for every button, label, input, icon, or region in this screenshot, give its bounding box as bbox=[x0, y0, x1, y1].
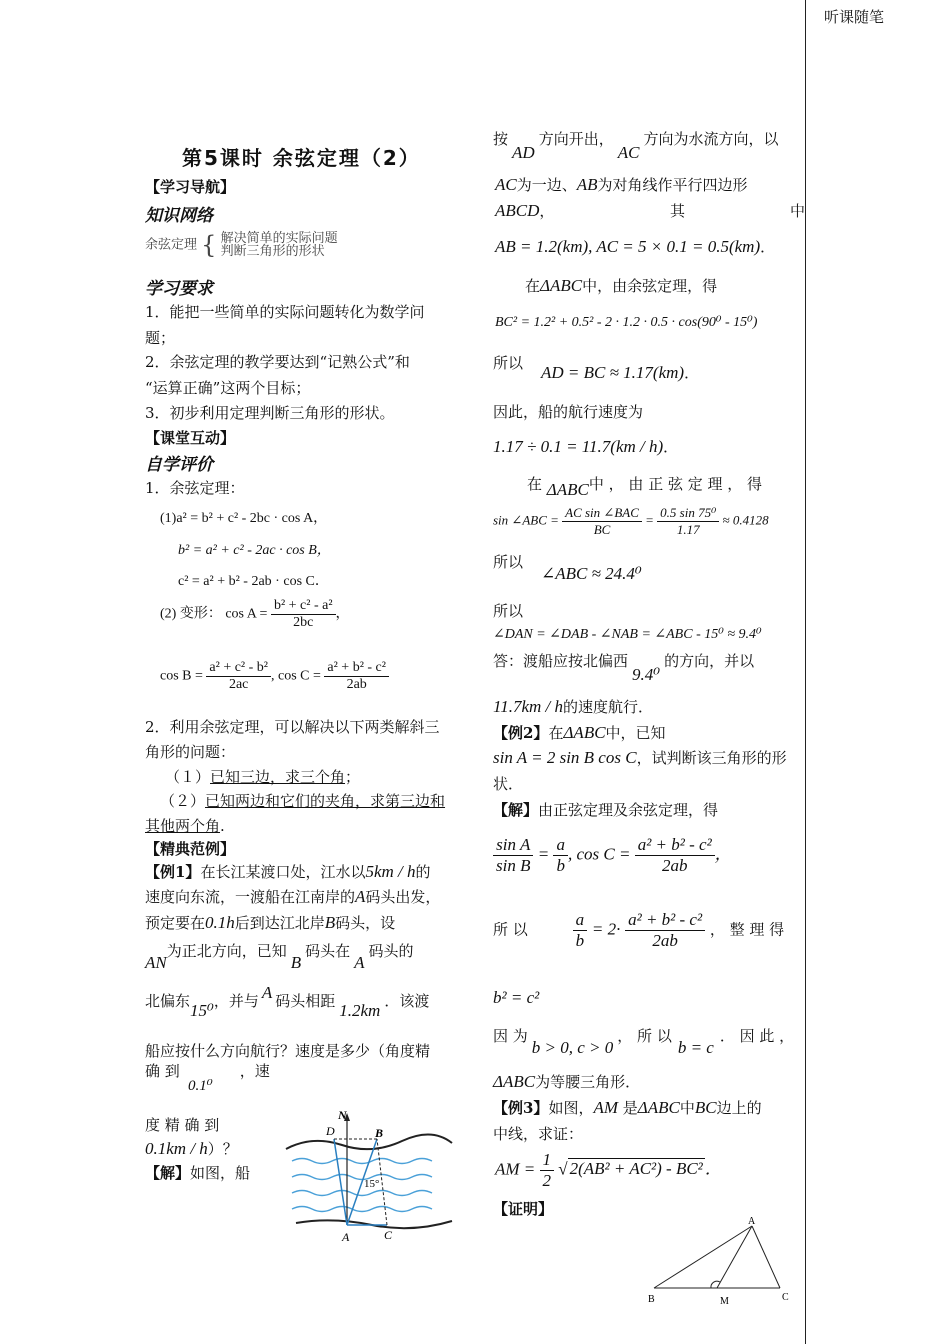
t: ． bbox=[704, 1159, 722, 1179]
numerator: a bbox=[553, 835, 568, 856]
t: 为一边、 bbox=[516, 176, 577, 194]
iso-line bbox=[493, 1071, 640, 1092]
formula-b: b² = a² + c² - 2ac · cos B， bbox=[178, 543, 331, 558]
fraction bbox=[540, 1150, 555, 1191]
t: 的 bbox=[415, 863, 431, 881]
r-line6: BC² = 1.2² + 0.5² - 2 · 1.2 · 0.5 · cos(90⁰ - 15⁰) bbox=[495, 315, 758, 330]
ex1-line4 bbox=[145, 940, 414, 972]
text: 已知三边，求三个角 bbox=[210, 768, 346, 786]
fraction bbox=[625, 910, 705, 951]
t: 在 bbox=[525, 277, 541, 295]
numerator: a² + b² - c² bbox=[635, 835, 715, 856]
t: 在 bbox=[527, 475, 543, 493]
req-1: 1．能把一些简单的实际问题转化为数学问 bbox=[145, 303, 425, 321]
label-M: M bbox=[720, 1296, 729, 1307]
denominator: BC bbox=[593, 522, 611, 537]
formula-a bbox=[160, 507, 327, 527]
label-N: N bbox=[338, 1108, 347, 1122]
m: AM bbox=[593, 1098, 618, 1117]
text: 已知两边和它们的夹角，求第三边和 bbox=[205, 792, 446, 810]
network-list bbox=[221, 232, 338, 258]
t: ． bbox=[684, 364, 700, 382]
network-item: 解决简单的实际问题 bbox=[220, 231, 338, 246]
side-note: 听课随笔 bbox=[824, 8, 885, 26]
sqrt: √ 2(AB² + AC²) - BC² bbox=[558, 1159, 703, 1179]
fraction bbox=[206, 660, 271, 693]
result: ≈ 0.4128 bbox=[722, 512, 769, 528]
ex1-line1 bbox=[145, 861, 431, 882]
m: ΔABC bbox=[563, 723, 606, 742]
tag: 【例2】 bbox=[493, 724, 549, 742]
sub-self-eval: 自学评价 bbox=[145, 455, 213, 475]
t: 答：渡船应按北偏西 bbox=[493, 652, 629, 670]
numerator: a² + b² - c² bbox=[324, 660, 389, 677]
label-angle: 15° bbox=[364, 1178, 380, 1190]
t: 为等腰三角形． bbox=[535, 1073, 641, 1091]
t: ， 整 理 得 bbox=[709, 920, 785, 939]
label-A: A bbox=[342, 1230, 350, 1244]
label-C: C bbox=[384, 1228, 393, 1242]
m: ΔABC bbox=[546, 480, 589, 499]
r-line14: ∠DAN = ∠DAB - ∠NAB = ∠ABC - 15⁰ ≈ 9.4⁰ bbox=[493, 627, 762, 642]
numerator: 1 bbox=[540, 1150, 555, 1171]
m: 9.4⁰ bbox=[632, 665, 661, 684]
label-A: A bbox=[748, 1216, 756, 1227]
t: 是 bbox=[622, 1099, 638, 1117]
lhs: cos A = bbox=[225, 606, 268, 622]
denominator: sin B bbox=[496, 856, 531, 875]
r-line16 bbox=[493, 696, 653, 717]
t: 预定要在 bbox=[145, 914, 206, 932]
m: B bbox=[290, 953, 302, 972]
t: 为对角线作平行四边形 bbox=[597, 176, 748, 194]
req-1-cont: 题； bbox=[145, 329, 176, 347]
t: 方向开出， bbox=[538, 130, 614, 148]
margin-rule bbox=[805, 0, 806, 1344]
network-root: 余弦定理 bbox=[145, 237, 198, 253]
denominator: 2ab bbox=[346, 677, 367, 692]
m: AC bbox=[495, 175, 517, 194]
t: ， 所 以 bbox=[617, 1027, 672, 1045]
numerator: AC sin ∠BAC bbox=[562, 505, 642, 522]
page-title: 第5课时 余弦定理（2） bbox=[182, 146, 421, 170]
denominator: 2ab bbox=[652, 931, 678, 950]
m: b = c bbox=[677, 1038, 714, 1057]
fraction bbox=[562, 505, 642, 538]
item-2: 2．利用余弦定理，可以解决以下两类解斜三 bbox=[145, 718, 440, 736]
ex2-line2 bbox=[493, 747, 787, 768]
tag: 【解】 bbox=[145, 1164, 191, 1182]
m: 1.17 ÷ 0.1 = 11.7(km / h) bbox=[493, 437, 664, 456]
eq: = bbox=[537, 844, 550, 864]
numerator: a² + b² - c² bbox=[625, 910, 705, 931]
req-2: 2．余弦定理的教学要达到“记熟公式”和 bbox=[145, 353, 410, 371]
m: AD = BC ≈ 1.17(km) bbox=[541, 363, 685, 382]
network-item: 判断三角形的形状 bbox=[220, 244, 325, 259]
t: ）？ bbox=[207, 1140, 238, 1158]
m: 1.2km bbox=[339, 1001, 381, 1020]
t: 码头相距 bbox=[275, 992, 336, 1010]
side-AC bbox=[752, 1226, 780, 1288]
t: 按 bbox=[493, 130, 509, 148]
r-line10 bbox=[527, 473, 763, 499]
m: sin A = 2 sin B cos C bbox=[493, 748, 637, 767]
t: ， bbox=[714, 844, 732, 864]
formula-cosA: (2) 变形： cos A = $\frac{\text{b² + c² - a²}}{2bc}$ ， bbox=[160, 598, 350, 630]
ex1-line2 bbox=[145, 886, 440, 907]
type-2-cont: 其他两个角. bbox=[145, 817, 225, 835]
ex3-line1 bbox=[493, 1097, 762, 1118]
t: 如图， bbox=[548, 1099, 594, 1117]
r-line2 bbox=[495, 174, 748, 195]
numerator: a² + c² - b² bbox=[206, 660, 271, 677]
label-D: D bbox=[326, 1124, 335, 1138]
denominator: 1.17 bbox=[676, 522, 700, 537]
t: 码头在 bbox=[305, 942, 351, 960]
denominator: 2ab bbox=[661, 856, 688, 875]
t: 码头出发， bbox=[365, 888, 441, 906]
t: 码头的 bbox=[368, 942, 414, 960]
b-eq-c-sq: b² = c² bbox=[493, 988, 540, 1007]
label: (1) bbox=[160, 511, 177, 526]
ex1-line6: 船应按什么方向航行？速度是多少（角度精 bbox=[145, 1042, 431, 1060]
m: BC bbox=[694, 1098, 717, 1117]
radicand: 2(AB² + AC²) - BC² bbox=[569, 1159, 703, 1179]
numerator: a bbox=[573, 910, 588, 931]
r-line11 bbox=[493, 505, 769, 538]
m: 0.1km / h bbox=[145, 1139, 208, 1158]
lhs: AM = bbox=[495, 1159, 536, 1179]
tag: 【例3】 bbox=[493, 1099, 549, 1117]
fraction bbox=[635, 835, 715, 876]
m: 11.7km / h bbox=[493, 697, 564, 716]
fraction bbox=[493, 835, 533, 876]
fraction bbox=[324, 660, 389, 693]
river-figure bbox=[272, 1105, 458, 1251]
t: 码头，设 bbox=[335, 914, 396, 932]
t: ， bbox=[539, 202, 555, 220]
t: 确 到 bbox=[145, 1062, 180, 1080]
m: 5km / h bbox=[365, 862, 416, 881]
numerator: b² + c² - a² bbox=[271, 598, 336, 615]
m: 0.1h bbox=[205, 913, 235, 932]
t: 如图，船 bbox=[190, 1164, 251, 1182]
knowledge-network bbox=[145, 232, 338, 258]
t: ． bbox=[663, 438, 679, 456]
sub-requirements: 学习要求 bbox=[145, 279, 213, 299]
ex1-line9 bbox=[145, 1138, 238, 1159]
m: ΔABC bbox=[540, 276, 583, 295]
m: A bbox=[261, 983, 273, 1002]
t: 的方向，并以 bbox=[664, 652, 755, 670]
proof-label: 【证明】 bbox=[493, 1200, 554, 1218]
lhs: cos B = bbox=[160, 668, 203, 684]
r-line3 bbox=[495, 200, 554, 221]
since-line bbox=[493, 1025, 795, 1057]
t: 中 bbox=[679, 1099, 695, 1117]
lhs: cos C = bbox=[277, 668, 321, 684]
fraction bbox=[573, 910, 588, 951]
r-line9 bbox=[493, 436, 678, 457]
m: ΔABC bbox=[493, 1072, 536, 1091]
t: 边上的 bbox=[716, 1099, 762, 1117]
side-AB bbox=[654, 1226, 752, 1288]
m: ABCD bbox=[495, 201, 540, 220]
cos: , cos C = bbox=[567, 844, 631, 864]
t: 由正弦定理及余弦定理，得 bbox=[538, 801, 719, 819]
r-line1 bbox=[493, 128, 779, 162]
r-line4 bbox=[495, 236, 775, 257]
m: AB = 1.2(km), AC = 5 × 0.1 = 0.5(km) bbox=[495, 237, 761, 256]
ex2-line3: 状． bbox=[493, 775, 524, 793]
r-line12-label: 所以 bbox=[493, 553, 524, 571]
t: 后到达江北岸 bbox=[234, 914, 325, 932]
r-line5 bbox=[525, 275, 717, 296]
tag: 【例1】 bbox=[145, 863, 201, 881]
t: ，并与 bbox=[213, 992, 259, 1010]
type-1: （１）已知三边，求三个角； bbox=[165, 768, 361, 786]
ex3-formula bbox=[495, 1150, 722, 1191]
t: 在 bbox=[548, 724, 564, 742]
ex2-line1 bbox=[493, 722, 666, 743]
sol1-start bbox=[145, 1162, 250, 1183]
m: 15⁰ bbox=[190, 1001, 214, 1020]
lhs: sin ∠ABC = bbox=[493, 512, 559, 528]
t: 为正北方向，已知 bbox=[166, 942, 287, 960]
numerator: 0.5 sin 75⁰ bbox=[657, 505, 719, 522]
m: B bbox=[324, 913, 336, 932]
m: ΔABC bbox=[637, 1098, 680, 1117]
item-2-cont: 角形的问题： bbox=[145, 743, 236, 761]
r-line3-zhong: 中 bbox=[790, 202, 806, 220]
brace: { bbox=[201, 231, 217, 259]
m: AD bbox=[512, 143, 535, 162]
t: ． 因 此 ， bbox=[719, 1027, 795, 1045]
t: ，速 bbox=[239, 1062, 270, 1080]
t: 方向为水流方向，以 bbox=[643, 130, 779, 148]
label-B: B bbox=[648, 1294, 655, 1305]
triangle-figure bbox=[640, 1212, 800, 1308]
t: 中，已知 bbox=[605, 724, 666, 742]
t: 中 ， 由 正 弦 定 理 ， 得 bbox=[588, 475, 763, 493]
t: 北偏东 bbox=[145, 992, 191, 1010]
median-AM bbox=[717, 1226, 752, 1288]
r-line3-qi: 其 bbox=[670, 202, 686, 220]
eq: = 2· bbox=[591, 919, 621, 939]
section-nav: 【学习导航】 bbox=[145, 178, 236, 196]
m: AN bbox=[145, 953, 167, 972]
fraction bbox=[271, 598, 336, 631]
text: 其他两个角 bbox=[145, 817, 221, 835]
ex1-line8: 度 精 确 到 bbox=[145, 1116, 220, 1134]
r-line7-label: 所以 bbox=[493, 354, 524, 372]
sol2-so bbox=[493, 910, 784, 951]
numerator: sin A bbox=[493, 835, 533, 856]
t: 因 为 bbox=[493, 1027, 528, 1045]
denominator: b bbox=[556, 856, 565, 875]
type-2: （２）已知两边和它们的夹角，求第三边和 bbox=[160, 792, 446, 810]
ex3-line2: 中线，求证： bbox=[493, 1125, 584, 1143]
sub-network: 知识网络 bbox=[145, 206, 213, 226]
denominator: 2ac bbox=[228, 677, 249, 692]
label: (2) 变形： bbox=[160, 606, 222, 622]
denominator: 2 bbox=[542, 1171, 552, 1190]
label-B: B bbox=[375, 1126, 384, 1140]
section-examples: 【精典范例】 bbox=[145, 840, 236, 858]
t: 速度向东流，一渡船在江南岸的 bbox=[145, 888, 356, 906]
m: A bbox=[355, 887, 366, 906]
r-line8: 因此，船的航行速度为 bbox=[493, 403, 644, 421]
ex1-line5 bbox=[145, 983, 430, 1020]
tag: 【解】 bbox=[493, 801, 539, 819]
m: b > 0, c > 0 bbox=[531, 1038, 614, 1057]
r-line7 bbox=[541, 362, 699, 383]
formula: a² = b² + c² - 2bc · cos A， bbox=[176, 511, 328, 526]
fraction bbox=[553, 835, 568, 876]
r-line12: ∠ABC ≈ 24.4⁰ bbox=[541, 564, 642, 583]
t: ，试判断该三角形的形 bbox=[636, 749, 787, 767]
t: 中，由余弦定理，得 bbox=[582, 277, 718, 295]
m: AB bbox=[576, 175, 598, 194]
m: A bbox=[354, 953, 365, 972]
formula-cosB-cosC: cos B = $\frac{\text{a² + c² - b²}}{2ac}$ , cos C = $\frac{\text{a² + b² - c²}}{2ab}$ bbox=[160, 660, 389, 693]
t: 所 以 bbox=[493, 920, 528, 939]
m: AC bbox=[617, 143, 640, 162]
r-line13: 所以 bbox=[493, 602, 524, 620]
eq: = bbox=[645, 512, 654, 528]
precision-angle: 0.1⁰ bbox=[188, 1078, 213, 1094]
req-3: 3．初步利用定理判断三角形的形状。 bbox=[145, 404, 395, 422]
section-class: 【课堂互动】 bbox=[145, 429, 236, 447]
sol2-formula bbox=[493, 835, 732, 876]
sol2-line1 bbox=[493, 799, 718, 820]
t: ．该渡 bbox=[384, 992, 430, 1010]
fraction bbox=[657, 505, 719, 538]
ex1-line3 bbox=[145, 912, 395, 933]
t: 在长江某渡口处，江水以 bbox=[200, 863, 366, 881]
r-line15 bbox=[493, 650, 755, 684]
label-C: C bbox=[782, 1292, 789, 1303]
t: ． bbox=[760, 238, 776, 256]
item-1: 1．余弦定理： bbox=[145, 479, 245, 497]
denominator: b bbox=[575, 931, 585, 950]
req-2-cont: “运算正确”这两个目标； bbox=[145, 379, 311, 397]
denominator: 2bc bbox=[293, 615, 314, 630]
formula-c: c² = a² + b² - 2ab · cos C． bbox=[178, 574, 329, 589]
t: 的速度航行． bbox=[563, 698, 654, 716]
